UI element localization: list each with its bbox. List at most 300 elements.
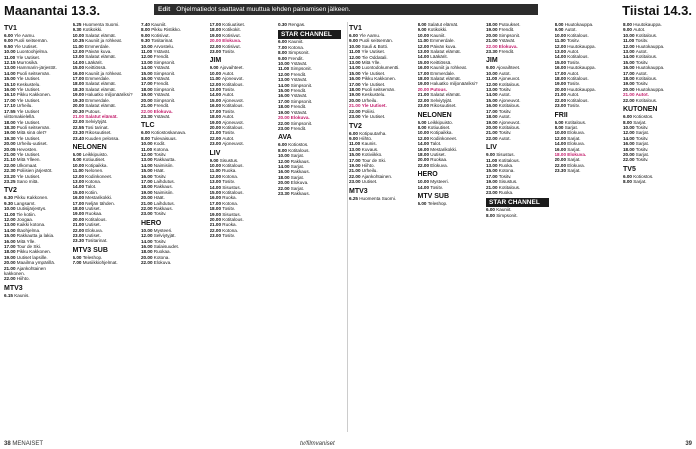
program-title: Kaunis.	[361, 141, 377, 147]
program-title: Pikku Ristikko.	[151, 27, 182, 33]
program-title: Ystävät.	[290, 61, 308, 67]
program-title: Yle Uutiset.	[16, 119, 41, 125]
program-title: Simpsonit.	[153, 59, 176, 65]
program-title: Salatut elämät.	[430, 76, 461, 82]
program-time: 8.00	[278, 147, 289, 153]
program-time: 16.00	[623, 141, 636, 147]
program-time: 15.00	[278, 88, 291, 94]
program-title: Hevosten.	[16, 146, 38, 152]
program-listing	[555, 103, 618, 108]
program-time: 19.00	[209, 32, 223, 38]
program-title: Kotitalous.	[567, 32, 589, 38]
program-title: Tie kotiin.	[16, 211, 37, 217]
program-listing	[4, 266, 67, 277]
program-time: 18.00	[72, 206, 86, 211]
channel-heading: AVA	[278, 134, 292, 142]
program-title: Kotiostoskanava.	[151, 130, 187, 136]
program-listing	[349, 179, 412, 184]
program-time: 18.00	[4, 249, 17, 255]
program-time: 11.00	[417, 38, 431, 44]
program-title: Sano mitä.	[16, 178, 39, 184]
program-title: Kaikki kotona.	[16, 222, 46, 228]
program-title: Ajoneuvot.	[222, 141, 244, 147]
program-listing	[486, 190, 549, 195]
program-title: Ystävät.	[153, 113, 171, 119]
program-time: 15.00	[349, 70, 362, 76]
program-title: Ystävät.	[290, 93, 308, 99]
program-listing	[73, 260, 136, 265]
program-title: Kotipaikka.	[430, 130, 453, 136]
program-time: 16.00	[278, 169, 291, 175]
program-title: Autot.	[564, 27, 577, 33]
program-time: 14.00	[623, 135, 636, 141]
program-title: Kotitalous.	[635, 54, 658, 60]
program-time: 19.00	[72, 211, 86, 217]
program-title: Yle Uutiset.	[361, 70, 386, 76]
program-title: Yle Uutiset.	[361, 81, 386, 87]
program-time: 13.00	[4, 65, 17, 71]
program-title: Talot.	[85, 184, 97, 190]
program-title: Kauniit ja rohkeat.	[430, 65, 468, 71]
program-title: Salatut elämät.	[430, 92, 461, 98]
program-time: 14.00	[72, 184, 86, 190]
program-title: Puoli seitsemän.	[16, 70, 51, 76]
program-time: 8.00	[554, 124, 565, 130]
program-title: Ystävät.	[153, 92, 171, 98]
program-time: 6.00	[141, 130, 152, 136]
program-time: 20.00	[4, 141, 17, 147]
program-title: Kotitalous.	[222, 217, 244, 222]
program-time: 17.00	[209, 22, 223, 27]
program-time: 21.00	[486, 184, 499, 190]
program-title: Tositv.	[635, 38, 649, 44]
program-title: Tositv.	[153, 173, 167, 179]
program-title: Emmerdale.	[85, 97, 111, 103]
program-title: Tositv.	[153, 211, 167, 217]
program-time: 8.00	[623, 22, 634, 27]
program-time: 21.00	[554, 92, 568, 98]
program-title: Tositv.	[430, 184, 443, 190]
program-time: 18.00	[141, 86, 154, 92]
program-time: 14.00	[4, 70, 17, 76]
program-time: 7.00	[278, 44, 289, 50]
program-title: Kotona.	[222, 173, 239, 179]
program-title: Kodinkoneet.	[85, 173, 113, 179]
program-time: 10.00	[141, 227, 154, 233]
program-listing	[486, 49, 549, 54]
program-time: 12.00	[278, 71, 291, 77]
program-time: 15.00	[4, 233, 17, 239]
program-title: Tositv.	[567, 59, 580, 65]
program-time: 19.00	[349, 162, 362, 168]
program-time: 12.00	[209, 81, 223, 87]
program-time: 16.00	[349, 76, 362, 82]
program-title: Kotitalous.	[85, 216, 107, 222]
program-time: 20.00	[278, 180, 291, 186]
program-title: Autot.	[498, 114, 511, 120]
program-title: Autot.	[567, 92, 580, 98]
program-time: 6.00	[417, 200, 428, 206]
right-footer	[685, 441, 692, 447]
program-title: Autot.	[635, 92, 649, 98]
program-title: Sarjat.	[635, 151, 650, 157]
program-time: 17.55	[4, 108, 17, 114]
page-divider	[347, 22, 348, 432]
program-title: Ajoneuvot.	[498, 76, 521, 82]
program-time: 9.00	[349, 38, 360, 44]
program-title: Sisustus.	[222, 211, 241, 217]
program-time: 17.00	[349, 157, 362, 163]
program-time: 15.00	[486, 97, 499, 103]
program-title: Frendit.	[290, 88, 307, 94]
program-time: 14.00	[554, 54, 568, 60]
right-page-number: 39	[685, 441, 692, 447]
program-title: Putous.	[85, 108, 101, 114]
program-title: Hiihto.	[359, 135, 373, 141]
program-listing	[486, 136, 549, 141]
program-time: 14.00	[486, 92, 499, 98]
program-time: 22.00	[623, 97, 636, 103]
right-column-1	[349, 22, 412, 432]
program-time: 17.00	[486, 173, 499, 179]
channel-heading: STAR CHANNEL	[278, 30, 341, 39]
program-title: Ruokaa.	[430, 157, 448, 163]
program-listing	[623, 179, 686, 184]
program-time: 11.00	[486, 76, 499, 82]
program-title: Kotona.	[222, 227, 239, 233]
program-title: Tositv.	[222, 179, 235, 185]
program-title: Kotiviikko.	[361, 152, 383, 158]
program-title: Rakkaus.	[290, 190, 310, 196]
program-title: Emmerdale.	[430, 38, 455, 44]
program-time: 10.00	[349, 43, 362, 49]
program-title: Elokuva.	[567, 151, 587, 157]
program-time: 17.00	[4, 97, 17, 103]
program-time: 6.00	[72, 254, 83, 260]
program-title: Elokuva.	[567, 141, 585, 147]
program-title: Sarjat.	[633, 119, 647, 125]
program-title: Yle Uutiset.	[361, 103, 387, 109]
program-time: 10.00	[141, 141, 154, 147]
program-title: Rengas.	[288, 22, 306, 27]
program-time: 13.00	[141, 157, 154, 163]
program-title: Autot.	[567, 70, 580, 76]
program-time: 7.00	[72, 260, 83, 266]
program-title: Urheilu.	[361, 97, 378, 103]
program-time: 15.00	[349, 152, 362, 158]
program-title: Yle Aamu.	[359, 33, 381, 38]
program-time: 14.00	[4, 227, 17, 233]
program-time: 6.00	[278, 142, 289, 148]
program-title: Teleshop.	[427, 200, 448, 206]
program-time: 10.35	[72, 38, 86, 44]
program-time: 8.00	[554, 22, 565, 27]
program-title: Talot.	[430, 141, 442, 147]
program-time: 18.00	[209, 206, 223, 212]
right-day-title: Tiistai 14.3.	[622, 3, 692, 18]
program-time: 22.00	[141, 260, 154, 266]
program-time: 21.00	[4, 265, 17, 271]
program-title: Elokuva.	[290, 115, 310, 121]
program-title: Sarjat.	[567, 157, 581, 163]
program-time: 10.00	[72, 162, 86, 168]
program-time: 6.15	[4, 292, 15, 298]
program-time: 13.00	[209, 87, 223, 93]
program-time: 7.40	[141, 22, 152, 27]
program-time: 22.00	[554, 162, 568, 168]
program-time: 20.00	[554, 86, 568, 92]
program-title: Uutisijärjestys.	[16, 206, 47, 212]
program-title: Kotitalous.	[498, 157, 520, 163]
left-page-number: 38	[4, 441, 11, 447]
program-title: Kotitalous.	[635, 97, 658, 103]
program-title: Selviytyjät.	[85, 119, 108, 125]
program-title: Uutiset lapsille.	[16, 254, 48, 260]
program-time: 20.00	[141, 195, 154, 201]
program-time: 11.00	[623, 38, 636, 44]
program-time: 20.00	[209, 124, 223, 130]
program-title: Huutokauppa.	[635, 86, 665, 92]
program-title: Arvostelu.	[153, 43, 175, 49]
program-time: 20.30	[72, 108, 86, 114]
program-title: Nelonen.	[85, 168, 104, 174]
program-listing	[418, 163, 481, 168]
program-title: Ruoka.	[222, 222, 237, 228]
program-title: Yle Uutiset.	[16, 87, 41, 93]
program-title: Naimisiin.	[153, 162, 174, 168]
program-title: Simpsonit.	[153, 70, 176, 76]
program-time: 12.00	[349, 54, 362, 60]
program-time: 16.00	[417, 65, 431, 71]
program-listing	[349, 196, 412, 201]
program-time: 16.00	[4, 238, 17, 244]
program-time: 23.20	[4, 173, 17, 179]
program-title: Kotitalous.	[222, 124, 244, 130]
program-time: 9.30	[72, 27, 83, 33]
program-time: 10.00	[4, 49, 17, 55]
program-title: Uutiset.	[85, 233, 101, 239]
program-title: Puoli seitsemän.	[14, 38, 48, 44]
program-time: 11.00	[349, 141, 362, 147]
program-time: 10.00	[417, 179, 431, 185]
program-time: 10.00	[72, 32, 86, 38]
program-time: 19.00	[349, 92, 362, 98]
program-time: 8.00	[623, 119, 634, 125]
program-title: Sarjat.	[567, 168, 581, 174]
program-time: 19.00	[141, 92, 154, 98]
program-title: Elokuva.	[567, 162, 585, 168]
program-time: 17.00	[4, 244, 17, 250]
program-time: 14.00	[209, 92, 223, 98]
program-title: Frendit.	[498, 27, 515, 33]
program-listing	[278, 191, 341, 196]
program-title: Salatut elämät.	[427, 22, 459, 27]
program-title: Tositv.	[222, 130, 235, 136]
program-title: Musiikkiohjelmat.	[82, 260, 118, 266]
left-day-title: Maanantai 13.3.	[4, 3, 101, 18]
program-time: 22.00	[349, 173, 362, 179]
program-title: Luontodokumentti.	[361, 65, 400, 71]
program-title: Tosi tarinat.	[85, 124, 109, 130]
channel-heading: LIV	[209, 149, 221, 157]
program-title: Autot.	[567, 49, 580, 55]
program-title: Lääkärit.	[85, 59, 103, 65]
program-time: 20.00	[209, 38, 223, 44]
program-time: 21.00	[209, 130, 223, 136]
program-time: 12.00	[72, 49, 86, 55]
program-title: Kauniit ja rohkeat.	[85, 70, 123, 76]
program-time: 11.00	[554, 38, 568, 44]
program-listing	[555, 168, 618, 173]
program-title: Tositv.	[635, 157, 649, 163]
program-time: 23.00	[209, 49, 223, 55]
program-title: Yle Uutiset.	[16, 173, 41, 179]
program-time: 6.25	[349, 195, 360, 201]
left-column-1	[4, 22, 67, 432]
program-title: Puoli seitsemän.	[16, 124, 51, 130]
program-title: Rakkaus.	[153, 184, 173, 190]
program-title: Kaunis.	[14, 292, 30, 298]
program-title: Ajoneuvot.	[498, 97, 521, 103]
program-time: 23.30	[141, 113, 154, 119]
program-time: 6.00	[417, 119, 428, 125]
program-title: Kotiostos.	[288, 142, 309, 148]
program-time: 15.00	[209, 97, 223, 103]
program-time: 17.00	[209, 200, 223, 206]
program-listing	[4, 276, 67, 281]
program-title: Sisustus.	[496, 152, 515, 158]
program-title: Joogaa.	[16, 217, 34, 222]
program-time: 10.00	[278, 153, 291, 159]
program-title: Ystävät.	[290, 77, 308, 83]
program-time: 18.00	[278, 174, 291, 180]
program-time: 20.00	[278, 115, 291, 121]
program-title: Haluatko miljonääriksi?	[85, 92, 133, 98]
program-time: 23.00	[278, 125, 291, 131]
program-title: Sarjat.	[290, 153, 305, 159]
program-time: 6.30	[4, 195, 15, 201]
program-time: 13.00	[417, 49, 431, 55]
program-title: Päivän kuva.	[85, 49, 112, 55]
program-time: 18.00	[209, 27, 223, 33]
program-time: 13.00	[554, 49, 568, 55]
program-listing	[486, 213, 549, 218]
program-title: Keittiössä.	[85, 65, 107, 71]
channel-heading: MTV SUB	[417, 192, 449, 200]
program-time: 23.00	[209, 233, 223, 239]
program-time: 16.00	[72, 195, 86, 201]
program-title: Putoukset.	[498, 22, 521, 27]
program-time: 14.00	[278, 163, 291, 169]
program-title: Ajoneuvot.	[222, 97, 244, 103]
program-time: 9.00	[554, 27, 565, 33]
banner-tag: Edit	[158, 6, 171, 13]
program-title: Keittiössä.	[430, 59, 452, 65]
program-time: 21.00	[417, 92, 431, 98]
program-title: Kotona.	[153, 146, 170, 152]
program-title: Autot.	[635, 49, 648, 55]
program-title: Pikku Kakkonen.	[14, 195, 49, 201]
program-title: Tositv.	[498, 173, 512, 179]
program-time: 6.00	[554, 119, 565, 125]
program-time: 15.00	[417, 59, 431, 65]
program-time: 9.00	[209, 65, 220, 71]
program-title: Salatut elämät.	[85, 86, 116, 92]
program-time: 23.00	[349, 114, 362, 120]
program-time: 18.00	[141, 184, 154, 190]
program-time: 0.30	[278, 22, 289, 27]
program-time: 17.00	[72, 200, 86, 206]
program-title: Rakkaus.	[290, 169, 310, 175]
channel-heading: MTV3	[349, 187, 368, 195]
program-title: Putous.	[430, 86, 448, 92]
program-time: 14.00	[417, 141, 431, 147]
program-title: Tour de Ski.	[16, 244, 42, 250]
program-title: Kotitalous.	[498, 184, 521, 190]
channel-heading: MTV3	[4, 284, 23, 292]
program-title: Salatut elämät.	[430, 49, 461, 55]
program-title: Salatut elämät.	[85, 103, 116, 109]
channel-heading: MTV3 SUB	[72, 246, 108, 254]
program-time: 11.00	[4, 211, 17, 217]
program-title: Huutokauppa.	[635, 43, 665, 49]
program-title: Luontoohjelma.	[16, 49, 49, 55]
program-time: 9.00	[417, 27, 428, 33]
program-title: Ajoneuvot.	[498, 119, 521, 125]
program-time: 10.00	[554, 32, 568, 38]
program-time: 9.00	[4, 38, 15, 44]
program-listing	[210, 141, 273, 146]
program-time: 20.00	[349, 97, 362, 103]
program-time: 20.00	[72, 216, 86, 222]
program-title: Kotitalous.	[222, 103, 244, 109]
program-time: 8.00	[141, 27, 152, 33]
program-title: Kotitalous.	[567, 76, 589, 82]
program-time: 8.00	[417, 22, 428, 27]
program-time: 18.30	[4, 124, 17, 130]
program-time: 21.00	[4, 151, 17, 157]
program-time: 22.00	[486, 135, 499, 141]
program-time: 11.00	[72, 168, 86, 174]
program-time: 19.00	[486, 179, 499, 185]
program-time: 12.00	[554, 43, 568, 49]
program-title: Yle Uutiset.	[16, 54, 41, 60]
program-time: 23.00	[141, 211, 154, 217]
program-title: Rakkaus.	[290, 158, 310, 164]
channel-heading: TLC	[141, 122, 155, 130]
program-time: 10.00	[141, 43, 154, 49]
program-title: Mestarikokki.	[85, 195, 113, 201]
program-time: 16.00	[278, 93, 291, 99]
program-title: Tositv.	[153, 238, 167, 244]
program-title: Simpsonit.	[290, 98, 313, 104]
program-listing	[4, 109, 67, 120]
program-title: Yle Uutiset.	[16, 151, 41, 157]
program-time: 21.00	[486, 38, 499, 44]
channel-heading: TV5	[623, 165, 636, 173]
program-time: 23.00	[554, 103, 568, 109]
program-title: Ruokaa.	[153, 249, 171, 255]
program-time: 20.00	[209, 217, 223, 222]
program-time: 15.10	[4, 81, 17, 87]
program-listing	[210, 49, 273, 54]
program-title: Tositv.	[222, 206, 235, 212]
program-title: Huutokauppa.	[567, 65, 596, 71]
program-title: Kotona.	[498, 168, 515, 174]
program-time: 18.00	[4, 119, 17, 125]
program-title: Keskustelu.	[16, 81, 41, 87]
program-title: Tositv.	[635, 124, 649, 130]
